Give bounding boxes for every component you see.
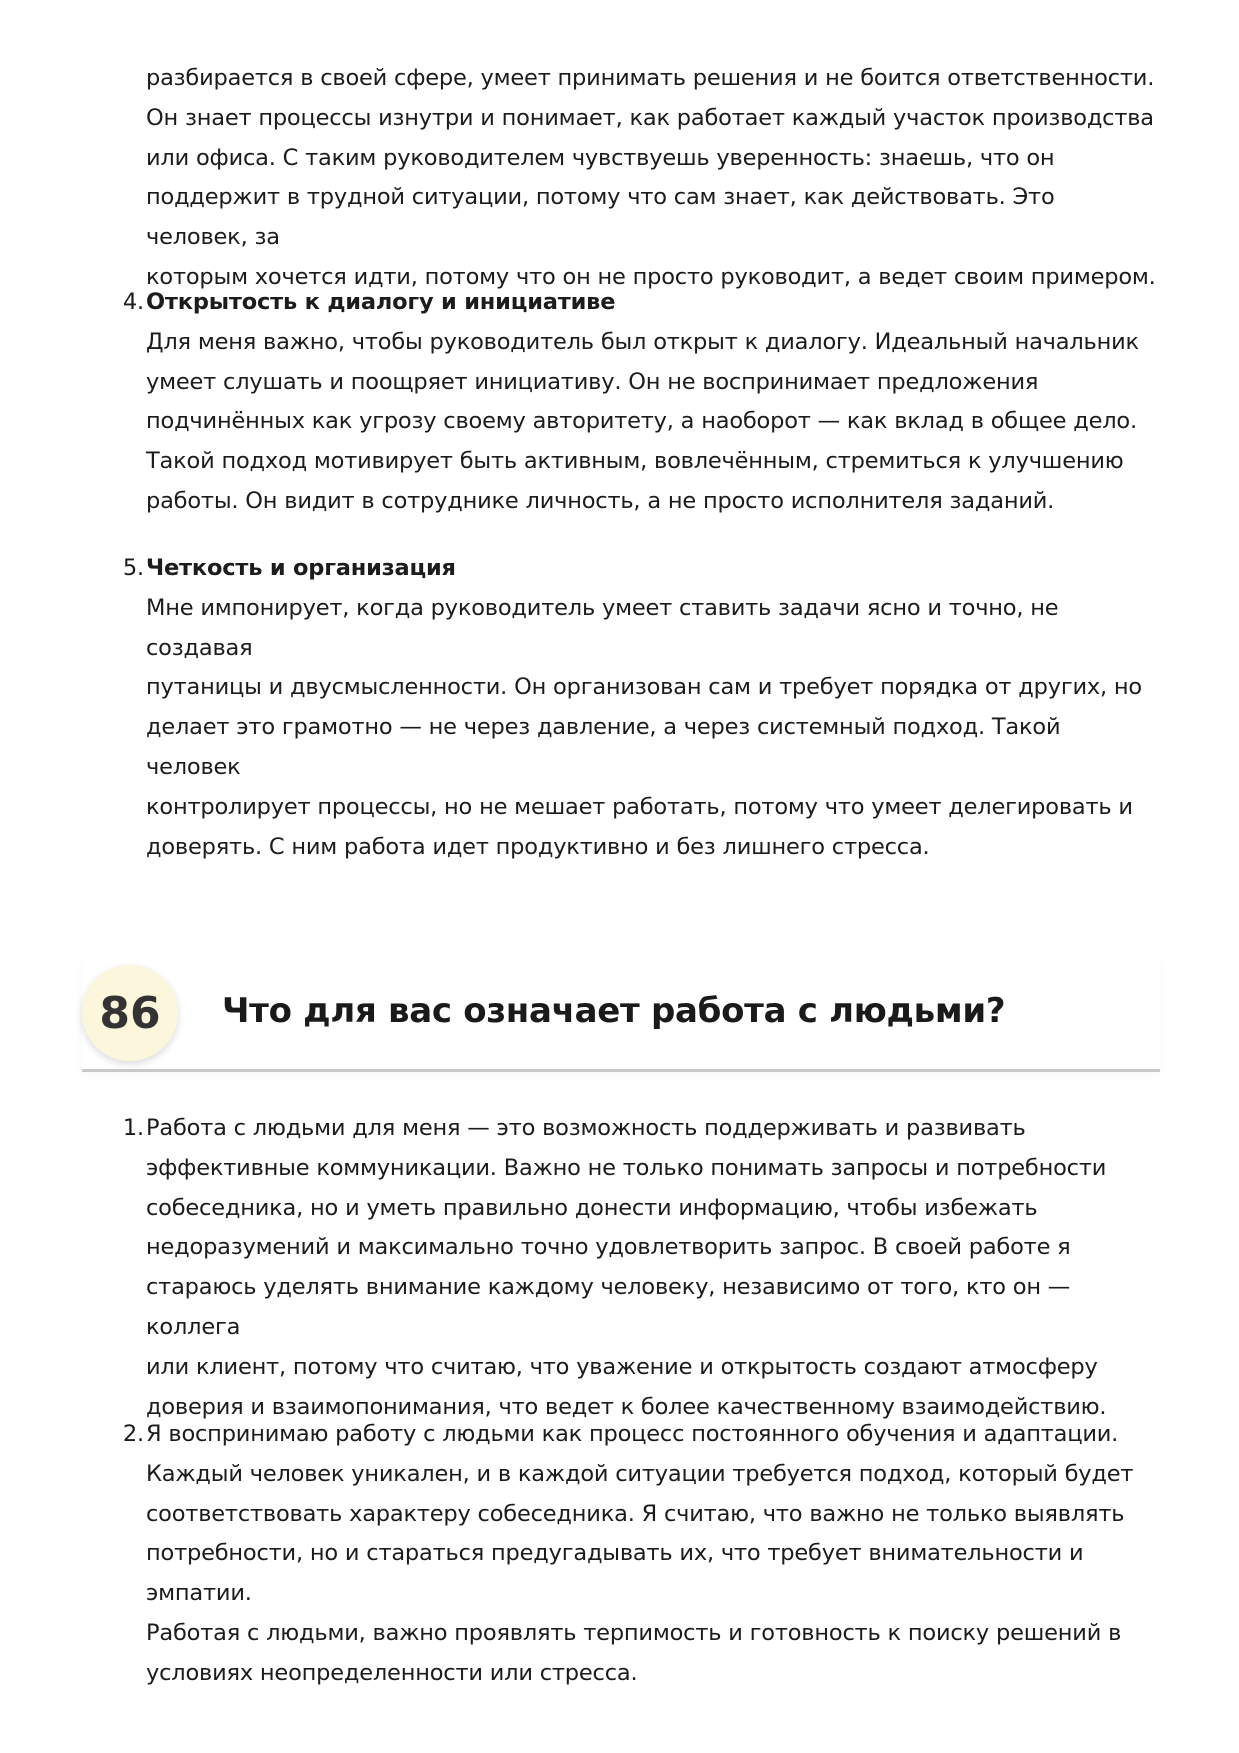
list-item-title: Открытость к диалогу и инициативе [146, 289, 616, 315]
question-number-badge: 86 [82, 965, 178, 1061]
list-item-body [146, 323, 1156, 522]
text-line: контролирует процессы, но не мешает работать, потому что умеет делегировать и [146, 793, 1133, 820]
text-line: условиях неопределенности или стресса. [146, 1659, 638, 1686]
list-number: 1. [122, 1115, 144, 1141]
text-line: или офиса. С таким руководителем чувствуешь уверенность: знаешь, что он [146, 144, 1055, 171]
text-line: работы. Он видит в сотруднике личность, а не просто исполнителя заданий. [146, 487, 1055, 514]
header-divider [82, 1069, 1160, 1072]
text-line: делает это грамотно — не через давление, а через системный подход. Такой человек [146, 714, 1061, 780]
answer-item-1 [122, 1109, 1156, 1427]
text-line: Он знает процессы изнутри и понимает, как работает каждый участок производства [146, 104, 1154, 131]
text-line: доверия и взаимопонимания, что ведет к более качественному взаимодействию. [146, 1393, 1107, 1420]
text-line: соответствовать характеру собеседника. Я считаю, что важно не только выявлять [146, 1500, 1125, 1527]
list-item-body [146, 589, 1156, 868]
text-line: потребности, но и стараться предугадывать их, что требует внимательности и эмпатии. [146, 1540, 1084, 1607]
text-line: эффективные коммуникации. Важно не только понимать запросы и потребности [146, 1154, 1107, 1181]
text-line: стараюсь уделять внимание каждому человеку, независимо от того, кто он — коллега [146, 1274, 1071, 1340]
text-line: Я воспринимаю работу с людьми как процесс постоянного обучения и адаптации. [146, 1421, 1119, 1447]
answer-item-2 [122, 1415, 1156, 1694]
question-title: Что для вас означает работа с людьми? [222, 991, 1006, 1031]
list-number: 4. [122, 289, 144, 315]
list-number: 5. [122, 555, 144, 581]
text-line: Каждый человек уникален, и в каждой ситуации требуется подход, который будет [146, 1460, 1134, 1487]
text-line: Работа с людьми для меня — это возможность поддерживать и развивать [146, 1115, 1026, 1141]
text-line: Такой подход мотивирует быть активным, вовлечённым, стремиться к улучшению [146, 448, 1124, 475]
text-line: которым хочется идти, потому что он не просто руководит, а ведет своим примером. [146, 263, 1156, 290]
text-line: или клиент, потому что считаю, что уважение и открытость создают атмосферу [146, 1353, 1098, 1380]
text-line: доверять. С ним работа идет продуктивно и без лишнего стресса. [146, 833, 930, 860]
text-line: недоразумений и максимально точно удовлетворить запрос. В своей работе я [146, 1234, 1071, 1261]
list-number: 2. [122, 1421, 144, 1447]
text-line: Для меня важно, чтобы руководитель был открыт к диалогу. Идеальный начальник [146, 328, 1139, 355]
text-line: путаницы и двусмысленности. Он организован сам и требует порядка от других, но [146, 674, 1142, 701]
text-line: поддержит в трудной ситуации, потому что сам знает, как действовать. Это человек, за [146, 184, 1055, 251]
question-header [82, 960, 1160, 1072]
text-line: умеет слушать и поощряет инициативу. Он не воспринимает предложения [146, 368, 1039, 395]
text-line: Работая с людьми, важно проявлять терпимость и готовность к поиску решений в [146, 1619, 1122, 1646]
answer-body [146, 1415, 1156, 1694]
text-line: Мне импонирует, когда руководитель умеет ставить задачи ясно и точно, не создавая [146, 594, 1059, 661]
list-item-5 [122, 549, 1156, 867]
list-item-title: Четкость и организация [146, 555, 456, 581]
text-line: разбирается в своей сфере, умеет принимать решения и не боится ответственности. [146, 65, 1155, 91]
continuation-paragraph [146, 59, 1156, 298]
text-line: подчинённых как угрозу своему авторитету, а наоборот — как вклад в общее дело. [146, 408, 1137, 435]
text-line: собеседника, но и уметь правильно донести информацию, чтобы избежать [146, 1194, 1038, 1221]
list-item-4 [122, 283, 1156, 522]
answer-body [146, 1109, 1156, 1427]
